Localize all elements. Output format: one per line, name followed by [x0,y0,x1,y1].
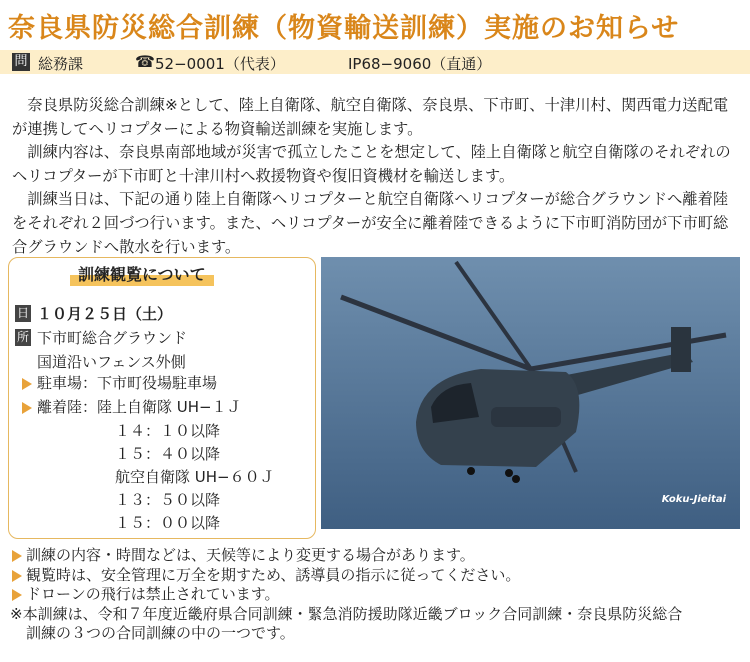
helicopter-image [321,257,740,529]
note-item [10,585,740,605]
intro-paragraph: 訓練内容は、奈良県南部地域が災害で孤立したことを想定して、陸上自衛隊と航空自衛隊のそれぞれのヘリコプターが下市町と十津川村へ救援物資や復旧資機材を輸送します。 [12,143,731,185]
footnote-text: 訓練の３つの合同訓練の中の一つです。 [26,624,295,642]
helicopter-photo [321,257,740,529]
department: 総務課 [38,55,84,73]
landing-label: 離着陸：陸上自衛隊 UH−１Ｊ [37,398,242,416]
page-title: 奈良県防災総合訓練（物資輸送訓練）実施のお知らせ [8,13,680,44]
landing-wheel [467,467,475,475]
landing-wheel [512,475,520,483]
note-item [10,546,740,566]
footnote-text: ※本訓練は、令和７年度近畿府県合同訓練・緊急消防援助隊近畿ブロック合同訓練・奈良県防災総合 [10,604,683,623]
asdf-time: １３：５０以降 [115,491,221,509]
note-text: 訓練の内容・時間などは、天候等により変更する場合があります。 [26,546,475,564]
bullet-icon [12,550,22,562]
intro-text [12,94,742,259]
place-badge: 所 [16,330,29,344]
parking-info: 駐車場：下市町役場駐車場 [37,374,218,392]
photo-credit: Koku-Jieitai [661,494,726,505]
bullet-icon [22,378,32,390]
note-text: 観覧時は、安全管理に万全を期すため、誘導員の指示に従ってください。 [26,565,521,584]
gsdf-time: １５：４０以降 [115,445,221,463]
note-text: ドローンの飛行は禁止されています。 [26,585,280,603]
bullet-icon [12,570,22,582]
inquiry-badge: 問 [12,53,30,71]
ip-number: IP68−9060（直通） [348,55,492,73]
footnote [10,605,740,644]
viewing-info-title: 訓練観覧について [70,261,214,286]
tel-number: 52−0001（代表） [155,55,285,73]
asdf-time: １５：００以降 [115,514,221,532]
event-date: １０月２５日（土） [37,305,173,323]
telephone-icon: ☎ [135,52,155,71]
gsdf-time: １４：１０以降 [115,422,221,440]
event-place: 下市町総合グラウンド [37,329,188,347]
intro-paragraph: 奈良県防災総合訓練※として、陸上自衛隊、航空自衛隊、奈良県、下市町、十津川村、関西電力送配電が連携してヘリコプターによる物資輸送訓練を実施します。 [12,96,729,138]
event-place-detail: 国道沿いフェンス外側 [37,353,186,371]
tail-fin [671,327,691,372]
bullet-icon [22,402,32,414]
landing-wheel [505,469,513,477]
asdf-label: 航空自衛隊 UH−６０Ｊ [115,468,275,486]
date-badge: 日 [16,306,29,320]
notes-list [10,546,740,644]
fuel-tank [491,407,561,427]
bullet-icon [12,589,22,601]
intro-paragraph: 訓練当日は、下記の通り陸上自衛隊ヘリコプターと航空自衛隊ヘリコプターが総合グラウンドへ離着陸をそれぞれ２回づつ行います。また、ヘリコプターが安全に離着陸できるように下市町消防団が下市町総合グラウンドへ散水を行います。 [12,190,729,256]
note-item [10,566,740,586]
